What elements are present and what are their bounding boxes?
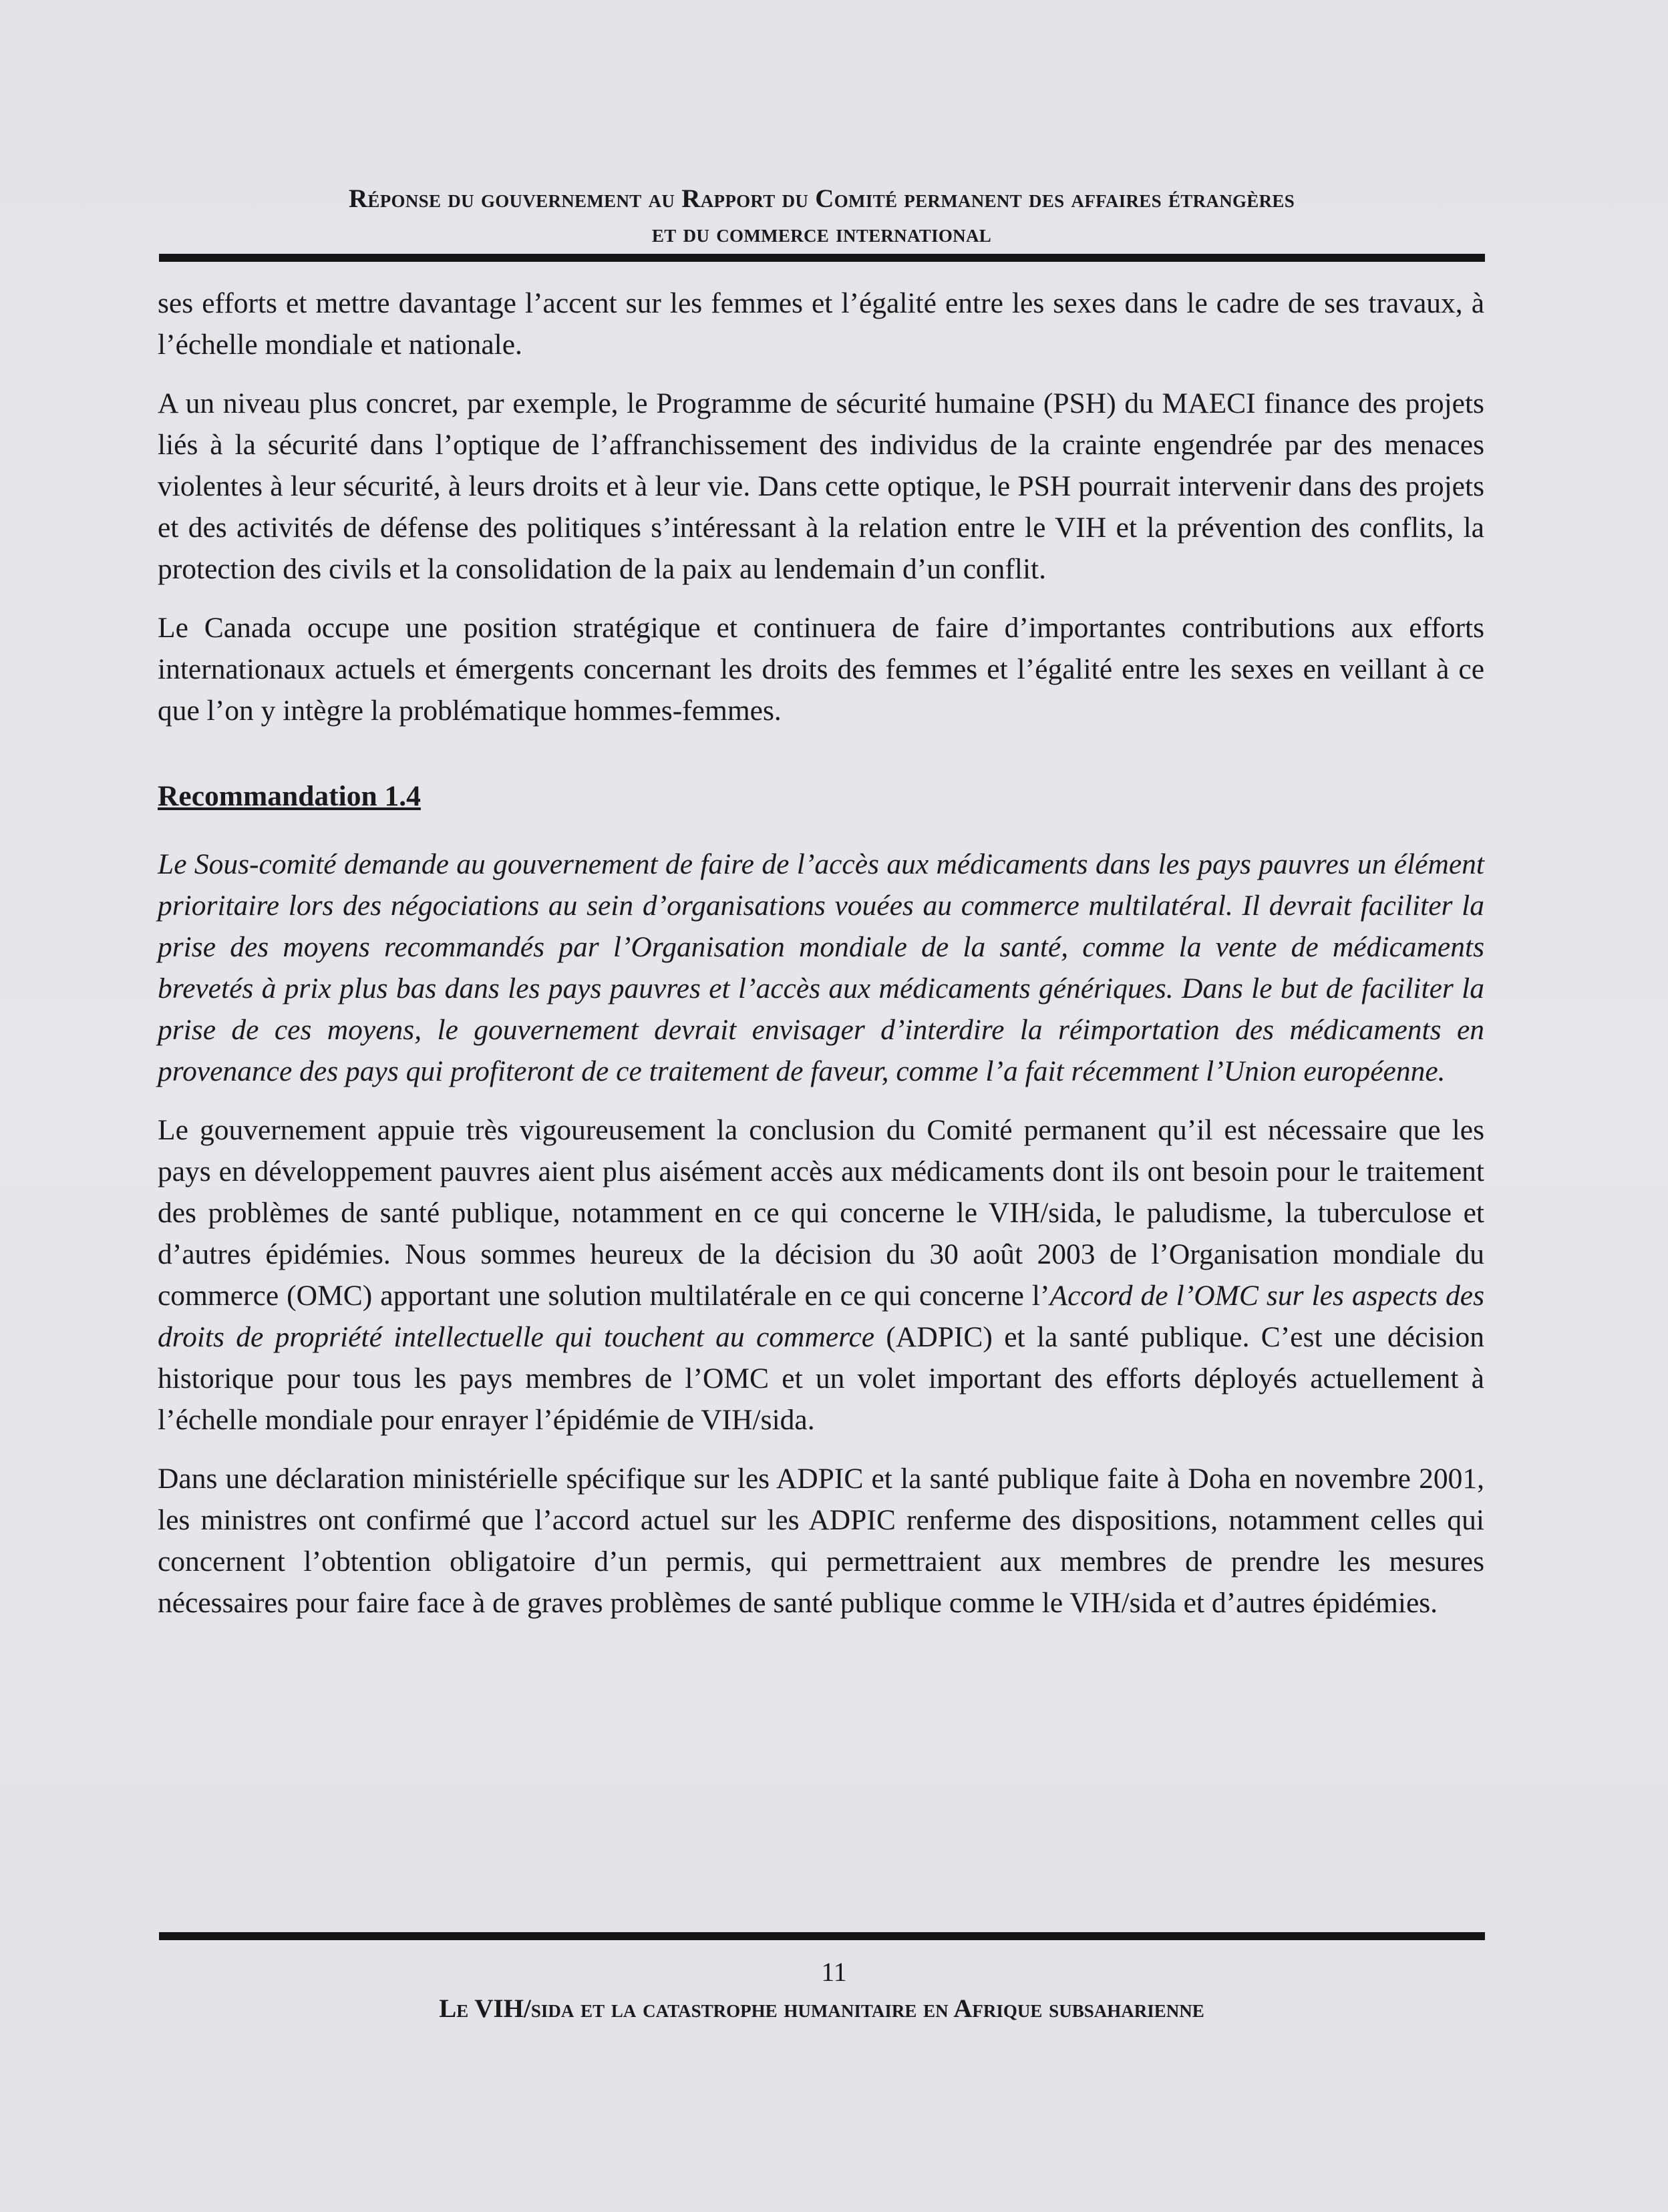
header-line-2: et du commerce international: [651, 219, 992, 248]
paragraph-3: Le Canada occupe une position stratégique et continuera de faire d’importantes contributions aux efforts internationaux actuels et émergents concernant les droits des femmes et l’égalité entre les sexes en veillant à ce que l’on y intègre la problématique hommes-femmes.: [158, 612, 1484, 727]
paragraph-4-part-a: Le gouvernement appuie très vigoureusement la conclusion du Comité permanent qu’il est nécessaire que les pays en développement pauvres aient plus aisément accès aux médicaments dont ils ont besoin pour le traitement des problèmes de santé publique, notamment en ce qui concerne le VIH/sida, le paludisme, la tuberculose et d’autres épidémies. Nous sommes heureux de la décision du 30 août 2003 de l’Organisation mondiale du commerce (OMC) apportant une solution multilatérale en ce qui concerne l’: [158, 1114, 1484, 1312]
running-footer: Le VIH/sida et la catastrophe humanitaire en Afrique subsaharienne: [439, 1994, 1204, 2023]
paragraph-4-part-b: (ADPIC) et la santé publique. C’est une décision historique pour tous les pays membres de l’OMC et un volet important des efforts déployés actuellement à l’échelle mondiale pour enrayer l’épidémie de VIH/sida.: [158, 1321, 1484, 1436]
footer-rule: [159, 1932, 1485, 1940]
recommendation-text: Le Sous-comité demande au gouvernement de faire de l’accès aux médicaments dans les pays pauvres un élément prioritaire lors des négociations au sein d’organisations vouées au commerce multilatéral. Il devrait faciliter la prise des moyens recommandés par l’Organisation mondiale de la santé, comme la vente de médicaments brevetés à prix plus bas dans les pays pauvres et l’accès aux médicaments génériques. Dans le but de faciliter la prise de ces moyens, le gouvernement devrait envisager d’interdire la réimportation des médicaments en provenance des pays qui profiteront de ce traitement de faveur, comme l’a fait récemment l’Union européenne.: [158, 848, 1484, 1087]
section-heading: Recommandation 1.4: [158, 780, 421, 812]
running-header: [154, 182, 1490, 251]
page-number: 11: [821, 1957, 847, 1987]
header-line-1: Réponse du gouvernement au Rapport du Comité permanent des affaires étrangères: [348, 184, 1295, 213]
header-rule: [159, 254, 1485, 262]
paragraph-4: [158, 1109, 1484, 1441]
body-text: [158, 283, 1484, 1641]
paragraph-2: A un niveau plus concret, par exemple, le Programme de sécurité humaine (PSH) du MAECI finance des projets liés à la sécurité dans l’optique de l’affranchissement des individus de la crainte engendrée par des menaces violentes à leur sécurité, à leurs droits et à leur vie. Dans cette optique, le PSH pourrait intervenir dans des projets et des activités de défense des politiques s’intéressant à la relation entre le VIH et la prévention des conflits, la protection des civils et la consolidation de la paix au lendemain d’un conflit.: [158, 387, 1484, 585]
paragraph-1: ses efforts et mettre davantage l’accent sur les femmes et l’égalité entre les sexes dans le cadre de ses travaux, à l’échelle mondiale et nationale.: [158, 287, 1484, 361]
paragraph-5: Dans une déclaration ministérielle spécifique sur les ADPIC et la santé publique faite à Doha en novembre 2001, les ministres ont confirmé que l’accord actuel sur les ADPIC renferme des dispositions, notamment celles qui concernent l’obtention obligatoire d’un permis, qui permettraient aux membres de prendre les mesures nécessaires pour faire face à de graves problèmes de santé publique comme le VIH/sida et d’autres épidémies.: [158, 1463, 1484, 1619]
agreement-title: Accord de l’OMC sur les aspects des droits de propriété intellectuelle qui touchent au commerce: [158, 1280, 1485, 1353]
